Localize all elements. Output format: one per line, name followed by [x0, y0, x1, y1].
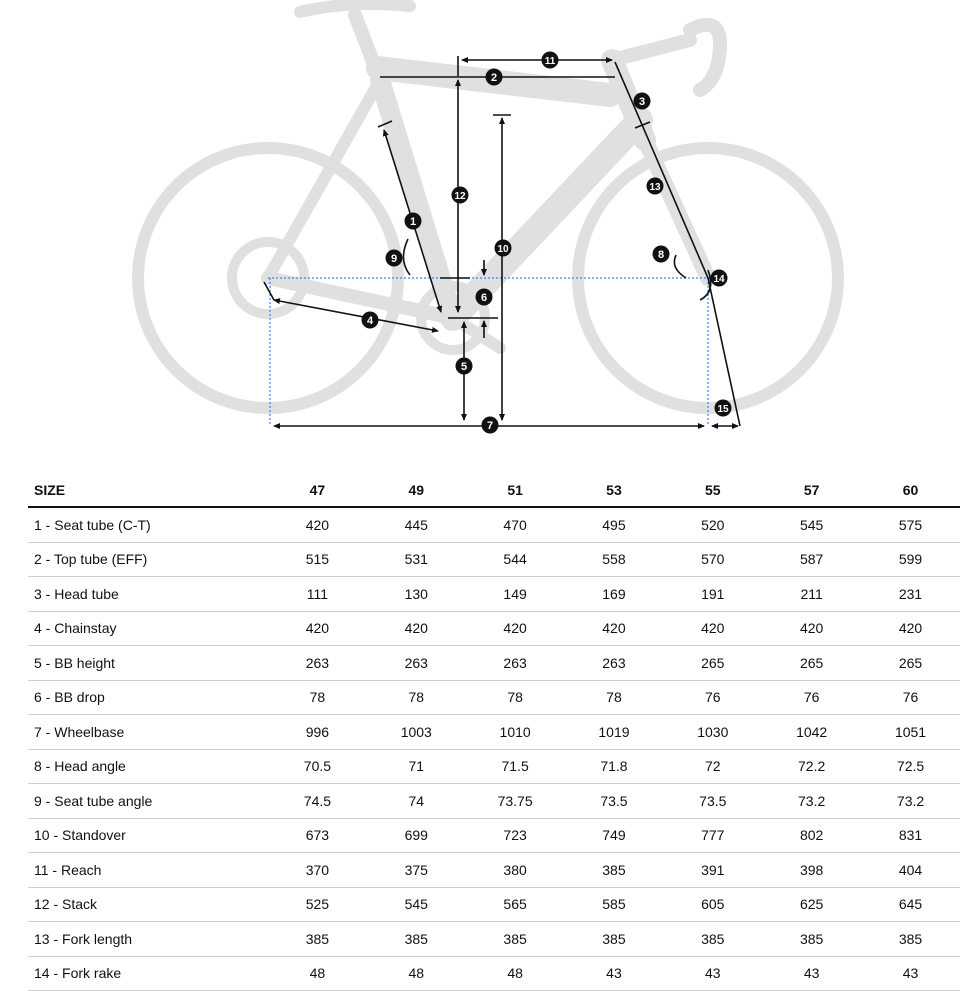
table-cell: 73.2 — [861, 784, 960, 819]
table-cell: 76 — [861, 680, 960, 715]
table-cell: 73.75 — [466, 784, 565, 819]
svg-text:3: 3 — [638, 96, 646, 108]
table-row — [28, 818, 960, 853]
size-column-header: 49 — [367, 474, 466, 507]
row-label: 3 - Head tube — [28, 577, 268, 612]
table-row — [28, 922, 960, 957]
svg-text:6: 6 — [480, 292, 488, 304]
bike-geometry-diagram — [0, 0, 980, 450]
table-cell: 1019 — [565, 715, 664, 750]
size-header: SIZE — [28, 474, 268, 507]
marker-12 — [452, 187, 469, 204]
table-cell: 78 — [565, 680, 664, 715]
table-cell: 495 — [565, 507, 664, 542]
svg-text:9: 9 — [390, 253, 398, 265]
bike-silhouette — [138, 4, 838, 408]
svg-text:10: 10 — [497, 244, 509, 255]
table-cell: 370 — [268, 853, 367, 888]
table-cell: 391 — [663, 853, 762, 888]
marker-13 — [647, 178, 664, 195]
table-cell: 43 — [762, 956, 861, 991]
table-cell: 76 — [663, 680, 762, 715]
table-cell: 587 — [762, 542, 861, 577]
table-cell: 565 — [466, 887, 565, 922]
svg-text:4: 4 — [366, 315, 374, 327]
table-cell: 263 — [466, 646, 565, 681]
marker-14 — [711, 270, 728, 287]
table-cell: 385 — [268, 922, 367, 957]
table-cell: 385 — [367, 922, 466, 957]
table-cell: 470 — [466, 507, 565, 542]
table-cell: 78 — [268, 680, 367, 715]
svg-text:13: 13 — [649, 182, 661, 193]
table-cell: 265 — [663, 646, 762, 681]
table-cell: 1051 — [861, 715, 960, 750]
table-cell: 699 — [367, 818, 466, 853]
marker-10 — [495, 240, 512, 257]
marker-11 — [542, 52, 559, 69]
table-cell: 73.5 — [565, 784, 664, 819]
table-cell: 43 — [861, 956, 960, 991]
marker-1 — [405, 213, 422, 230]
table-cell: 545 — [367, 887, 466, 922]
table-cell: 385 — [762, 922, 861, 957]
marker-7 — [482, 417, 499, 434]
marker-3 — [634, 93, 651, 110]
table-cell: 72.5 — [861, 749, 960, 784]
marker-9 — [386, 250, 403, 267]
table-cell: 420 — [663, 611, 762, 646]
table-row — [28, 715, 960, 750]
row-label: 6 - BB drop — [28, 680, 268, 715]
table-cell: 385 — [861, 922, 960, 957]
table-cell: 420 — [762, 611, 861, 646]
row-label: 5 - BB height — [28, 646, 268, 681]
table-cell: 73.2 — [762, 784, 861, 819]
size-column-header: 47 — [268, 474, 367, 507]
table-cell: 398 — [762, 853, 861, 888]
geometry-table — [28, 474, 960, 991]
row-label: 13 - Fork length — [28, 922, 268, 957]
size-column-header: 53 — [565, 474, 664, 507]
table-cell: 263 — [268, 646, 367, 681]
svg-text:15: 15 — [717, 404, 729, 415]
table-cell: 831 — [861, 818, 960, 853]
table-cell: 585 — [565, 887, 664, 922]
table-cell: 777 — [663, 818, 762, 853]
table-row — [28, 577, 960, 612]
table-cell: 78 — [466, 680, 565, 715]
svg-text:5: 5 — [460, 361, 468, 373]
table-cell: 605 — [663, 887, 762, 922]
table-cell: 570 — [663, 542, 762, 577]
table-cell: 420 — [268, 611, 367, 646]
table-cell: 545 — [762, 507, 861, 542]
table-body — [28, 507, 960, 991]
table-cell: 420 — [466, 611, 565, 646]
table-cell: 43 — [565, 956, 664, 991]
table-cell: 43 — [663, 956, 762, 991]
svg-text:11: 11 — [544, 56, 556, 67]
row-label: 7 - Wheelbase — [28, 715, 268, 750]
table-cell: 265 — [861, 646, 960, 681]
marker-5 — [456, 358, 473, 375]
table-cell: 645 — [861, 887, 960, 922]
size-column-header: 57 — [762, 474, 861, 507]
table-cell: 72 — [663, 749, 762, 784]
table-row — [28, 749, 960, 784]
table-cell: 380 — [466, 853, 565, 888]
table-cell: 70.5 — [268, 749, 367, 784]
size-column-header: 51 — [466, 474, 565, 507]
table-cell: 575 — [861, 507, 960, 542]
svg-text:12: 12 — [454, 191, 466, 202]
table-cell: 525 — [268, 887, 367, 922]
table-cell: 420 — [565, 611, 664, 646]
table-cell: 385 — [663, 922, 762, 957]
row-label: 4 - Chainstay — [28, 611, 268, 646]
down-tube-shape — [453, 120, 640, 318]
table-cell: 74 — [367, 784, 466, 819]
marker-4 — [362, 312, 379, 329]
table-cell: 265 — [762, 646, 861, 681]
table-cell: 420 — [861, 611, 960, 646]
svg-text:8: 8 — [657, 249, 665, 261]
table-cell: 1042 — [762, 715, 861, 750]
table-row — [28, 853, 960, 888]
table-cell: 71.5 — [466, 749, 565, 784]
table-cell: 385 — [466, 922, 565, 957]
table-cell: 515 — [268, 542, 367, 577]
head-angle-arc — [674, 255, 686, 278]
stem-shape — [612, 40, 690, 60]
table-row — [28, 507, 960, 542]
table-cell: 48 — [466, 956, 565, 991]
table-cell: 420 — [268, 507, 367, 542]
table-cell: 558 — [565, 542, 664, 577]
table-cell: 76 — [762, 680, 861, 715]
table-cell: 385 — [565, 922, 664, 957]
table-cell: 111 — [268, 577, 367, 612]
table-cell: 749 — [565, 818, 664, 853]
table-cell: 231 — [861, 577, 960, 612]
table-cell: 191 — [663, 577, 762, 612]
seatstay-shape — [268, 80, 380, 278]
row-label: 11 - Reach — [28, 853, 268, 888]
seat-tube-shape — [380, 80, 453, 318]
table-cell: 48 — [268, 956, 367, 991]
table-cell: 531 — [367, 542, 466, 577]
row-label: 14 - Fork rake — [28, 956, 268, 991]
table-cell: 71.8 — [565, 749, 664, 784]
row-label: 12 - Stack — [28, 887, 268, 922]
marker-6 — [476, 289, 493, 306]
size-column-header: 60 — [861, 474, 960, 507]
table-header-row — [28, 474, 960, 507]
table-cell: 1030 — [663, 715, 762, 750]
table-cell: 1003 — [367, 715, 466, 750]
row-label: 2 - Top tube (EFF) — [28, 542, 268, 577]
table-cell: 130 — [367, 577, 466, 612]
handlebar-shape — [690, 25, 720, 90]
table-row — [28, 887, 960, 922]
table-cell: 544 — [466, 542, 565, 577]
table-row — [28, 956, 960, 991]
table-cell: 599 — [861, 542, 960, 577]
table-cell: 169 — [565, 577, 664, 612]
table-cell: 263 — [565, 646, 664, 681]
table-cell: 404 — [861, 853, 960, 888]
row-label: 8 - Head angle — [28, 749, 268, 784]
table-row — [28, 784, 960, 819]
number-markers — [362, 52, 732, 434]
table-cell: 78 — [367, 680, 466, 715]
marker-8 — [653, 246, 670, 263]
row-label: 9 - Seat tube angle — [28, 784, 268, 819]
table-cell: 149 — [466, 577, 565, 612]
table-row — [28, 680, 960, 715]
table-cell: 48 — [367, 956, 466, 991]
table-cell: 375 — [367, 853, 466, 888]
table-cell: 71 — [367, 749, 466, 784]
svg-text:7: 7 — [486, 420, 494, 432]
table-cell: 211 — [762, 577, 861, 612]
marker-15 — [715, 400, 732, 417]
table-row — [28, 611, 960, 646]
row-label: 1 - Seat tube (C-T) — [28, 507, 268, 542]
table-cell: 445 — [367, 507, 466, 542]
table-cell: 385 — [565, 853, 664, 888]
svg-text:1: 1 — [409, 216, 417, 228]
table-cell: 673 — [268, 818, 367, 853]
table-cell: 72.2 — [762, 749, 861, 784]
table-cell: 74.5 — [268, 784, 367, 819]
table-cell: 802 — [762, 818, 861, 853]
table-cell: 723 — [466, 818, 565, 853]
row-label: 10 - Standover — [28, 818, 268, 853]
table-cell: 996 — [268, 715, 367, 750]
marker-2 — [486, 69, 503, 86]
table-cell: 625 — [762, 887, 861, 922]
table-row — [28, 646, 960, 681]
table-cell: 73.5 — [663, 784, 762, 819]
table-cell: 263 — [367, 646, 466, 681]
seat-angle-arc — [403, 239, 410, 275]
svg-text:14: 14 — [713, 274, 725, 285]
table-cell: 1010 — [466, 715, 565, 750]
size-column-header: 55 — [663, 474, 762, 507]
table-cell: 420 — [367, 611, 466, 646]
table-row — [28, 542, 960, 577]
svg-text:2: 2 — [490, 72, 498, 84]
table-cell: 520 — [663, 507, 762, 542]
